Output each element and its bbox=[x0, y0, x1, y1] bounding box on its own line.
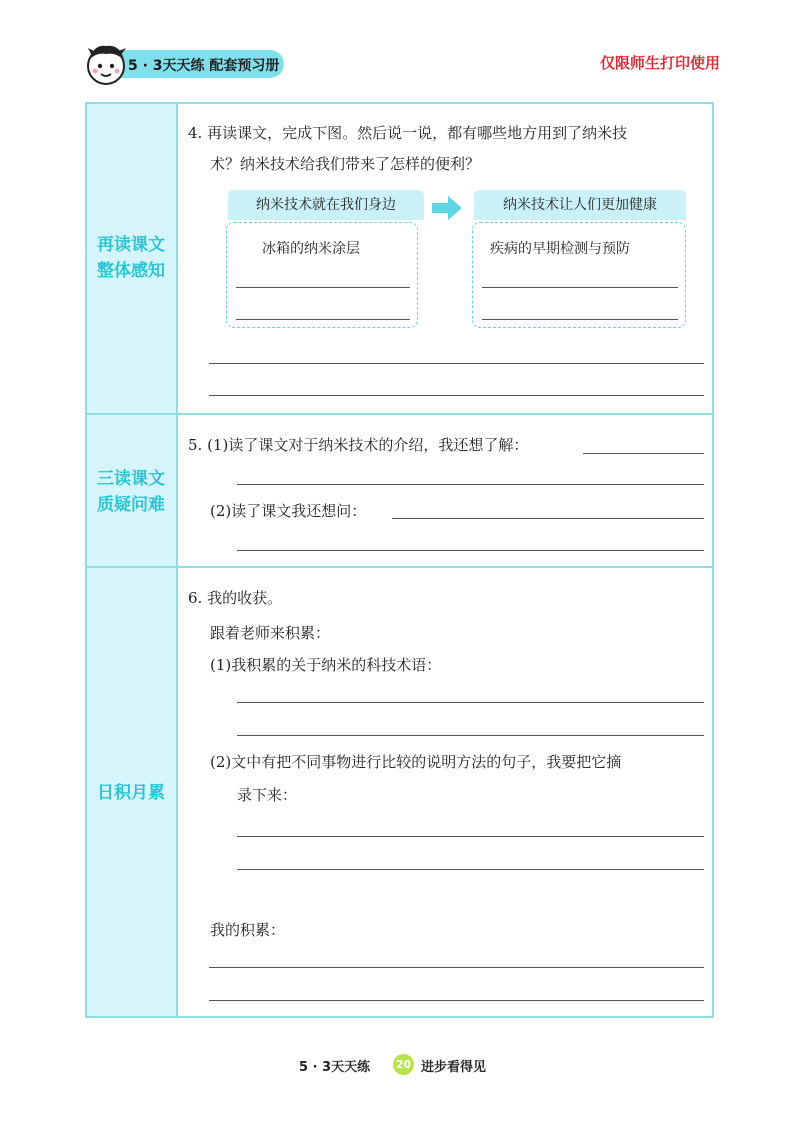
answer-line[interactable] bbox=[209, 967, 704, 968]
q5-part2: (2)读了课文我还想问： bbox=[210, 502, 367, 520]
q6-part2-line2: 录下来： bbox=[237, 786, 298, 804]
answer-line[interactable] bbox=[237, 735, 704, 736]
answer-line[interactable] bbox=[237, 702, 704, 703]
q6-title: 6. 我的收获。 bbox=[188, 589, 283, 607]
row-divider bbox=[85, 413, 714, 415]
q4-line2: 术？纳米技术给我们带来了怎样的便利？ bbox=[210, 155, 481, 173]
diagram-left-tag: 纳米技术就在我们身边 bbox=[228, 190, 424, 220]
answer-line[interactable] bbox=[237, 836, 704, 837]
answer-line[interactable] bbox=[236, 287, 410, 288]
row-divider bbox=[85, 566, 714, 568]
answer-line[interactable] bbox=[237, 869, 704, 870]
answer-line[interactable] bbox=[209, 363, 704, 364]
q4-line1: 4. 再读课文，完成下图。然后说一说，都有哪些地方用到了纳米技 bbox=[188, 124, 628, 142]
brand-title: 5 · 3天天练 配套预习册 bbox=[128, 58, 280, 74]
q6-mine: 我的积累： bbox=[210, 921, 286, 939]
footer-brand: 5 · 3天天练 bbox=[299, 1060, 371, 1075]
diagram-left-example: 冰箱的纳米涂层 bbox=[262, 241, 360, 257]
q5-part1: 5. (1)读了课文对于纳米技术的介绍，我还想了解： bbox=[188, 436, 529, 454]
diagram-right-example: 疾病的早期检测与预防 bbox=[490, 241, 630, 257]
q6-part1: (1)我积累的关于纳米的科技术语： bbox=[210, 656, 442, 674]
answer-line[interactable] bbox=[237, 550, 704, 551]
answer-line[interactable] bbox=[392, 518, 704, 519]
section-label-reread: 再读课文 整体感知 bbox=[97, 235, 165, 281]
q6-intro: 跟着老师来积累： bbox=[210, 624, 331, 642]
answer-line[interactable] bbox=[209, 1000, 704, 1001]
answer-line[interactable] bbox=[482, 319, 678, 320]
section-label-accumulate: 日积月累 bbox=[97, 783, 165, 803]
answer-line[interactable] bbox=[482, 287, 678, 288]
answer-line[interactable] bbox=[583, 453, 704, 454]
diagram-right-tag: 纳米技术让人们更加健康 bbox=[474, 190, 686, 220]
footer-slogan: 进步看得见 bbox=[421, 1060, 487, 1075]
answer-line[interactable] bbox=[209, 395, 704, 396]
answer-line[interactable] bbox=[236, 319, 410, 320]
page-number: 20 bbox=[393, 1054, 414, 1075]
print-note: 仅限师生打印使用 bbox=[599, 54, 720, 72]
arrow-right-icon bbox=[432, 196, 462, 220]
section-label-question: 三读课文 质疑问难 bbox=[97, 469, 165, 515]
mascot-icon bbox=[84, 40, 128, 88]
q6-part2-line1: (2)文中有把不同事物进行比较的说明方法的句子，我要把它摘 bbox=[210, 753, 622, 771]
answer-line[interactable] bbox=[237, 484, 704, 485]
